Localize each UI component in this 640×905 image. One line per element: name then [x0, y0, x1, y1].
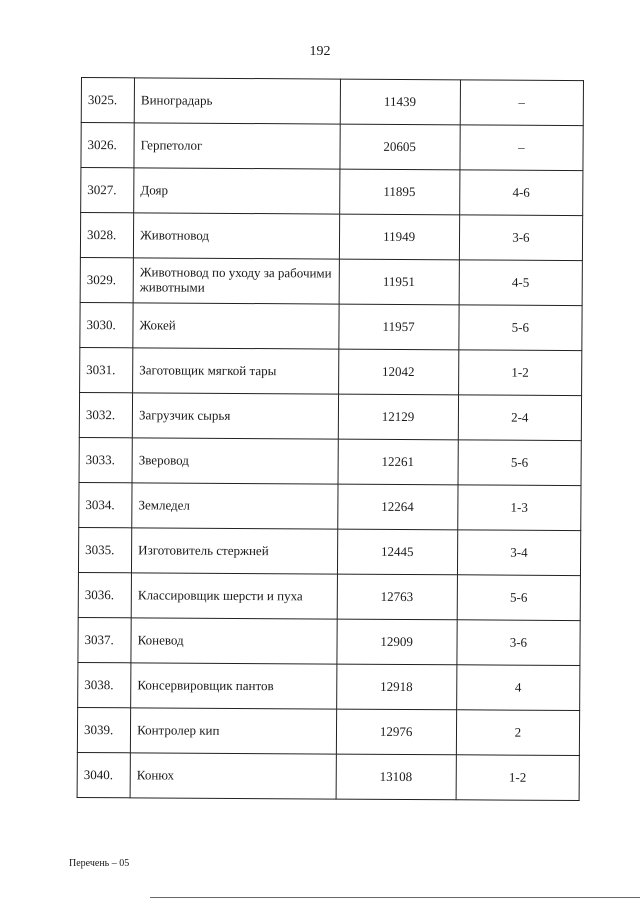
table-row: [80, 302, 582, 350]
profession-name: Герпетолог: [134, 123, 340, 169]
profession-code: 12129: [338, 394, 459, 440]
profession-code: 12264: [337, 484, 458, 530]
profession-name: Изготовитель стержней: [132, 528, 338, 574]
profession-code: 11439: [340, 79, 461, 125]
profession-table: [77, 77, 584, 801]
profession-code: 11951: [339, 259, 460, 305]
table-row: [80, 213, 582, 261]
table-row: [81, 78, 583, 126]
row-number: 3028.: [80, 213, 133, 258]
row-number: 3035.: [78, 527, 131, 572]
profession-name: Виноградарь: [134, 78, 340, 124]
footer-note: Перечень – 05: [69, 858, 130, 869]
profession-code: 12042: [338, 349, 459, 395]
grade-range: 4: [456, 665, 580, 711]
profession-name: Жокей: [133, 303, 339, 349]
row-number: 3039.: [77, 707, 130, 752]
table-row: [77, 707, 579, 755]
row-number: 3032.: [79, 392, 132, 437]
grade-range: 4-6: [459, 170, 583, 216]
table-row: [79, 437, 581, 485]
profession-name: Коневод: [131, 618, 337, 664]
grade-range: –: [460, 125, 584, 171]
profession-code: 12909: [336, 619, 457, 665]
profession-name: Классировщик шерсти и пуха: [131, 573, 337, 619]
grade-range: 3-6: [459, 215, 583, 261]
profession-code: 13108: [336, 754, 457, 800]
table-body: [77, 78, 583, 801]
profession-name: Конюх: [130, 753, 336, 799]
grade-range: –: [460, 80, 584, 126]
grade-range: 2-4: [458, 395, 582, 441]
table-row: [81, 123, 583, 171]
profession-name: Земледел: [132, 483, 338, 529]
row-number: 3030.: [80, 302, 133, 347]
profession-name: Контролер кип: [130, 708, 336, 754]
table-row: [79, 482, 581, 530]
grade-range: 3-6: [457, 620, 581, 666]
table-row: [78, 527, 580, 575]
row-number: 3029.: [80, 257, 133, 302]
profession-code: 12976: [336, 709, 457, 755]
grade-range: 5-6: [458, 440, 582, 486]
profession-name: Зверовод: [132, 438, 338, 484]
profession-code: 12763: [337, 574, 458, 620]
profession-name: Заготовщик мягкой тары: [133, 348, 339, 394]
profession-name: Животновод по уходу за рабочими животными: [133, 258, 339, 304]
row-number: 3040.: [77, 752, 130, 797]
table-row: [80, 257, 582, 305]
grade-range: 5-6: [457, 575, 581, 621]
grade-range: 2: [456, 710, 580, 756]
row-number: 3038.: [78, 662, 131, 707]
table-row: [80, 347, 582, 395]
row-number: 3033.: [79, 437, 132, 482]
table-row: [78, 617, 580, 665]
grade-range: 1-2: [458, 350, 582, 396]
profession-code: 11949: [339, 214, 460, 260]
profession-name: Дояр: [134, 168, 340, 214]
grade-range: 1-3: [457, 485, 581, 531]
profession-code: 11957: [338, 304, 459, 350]
scan-edge-line: [150, 897, 640, 898]
grade-range: 1-2: [456, 755, 580, 801]
table-row: [81, 168, 583, 216]
row-number: 3026.: [81, 123, 134, 168]
grade-range: 3-4: [457, 530, 581, 576]
profession-code: 20605: [339, 124, 460, 170]
row-number: 3025.: [81, 78, 134, 123]
grade-range: 4-5: [459, 260, 583, 306]
page-number: 192: [309, 44, 331, 59]
table-row: [78, 572, 580, 620]
row-number: 3034.: [79, 482, 132, 527]
row-number: 3027.: [81, 168, 134, 213]
profession-code: 12445: [337, 529, 458, 575]
row-number: 3037.: [78, 617, 131, 662]
row-number: 3031.: [80, 347, 133, 392]
profession-name: Животновод: [133, 213, 339, 259]
table-row: [78, 662, 580, 710]
profession-name: Загрузчик сырья: [132, 393, 338, 439]
table-row: [77, 752, 579, 800]
profession-code: 11895: [339, 169, 460, 215]
row-number: 3036.: [78, 572, 131, 617]
table-row: [79, 392, 581, 440]
grade-range: 5-6: [459, 305, 583, 351]
profession-code: 12261: [338, 439, 459, 485]
profession-code: 12918: [336, 664, 457, 710]
profession-name: Консервировщик пантов: [131, 663, 337, 709]
